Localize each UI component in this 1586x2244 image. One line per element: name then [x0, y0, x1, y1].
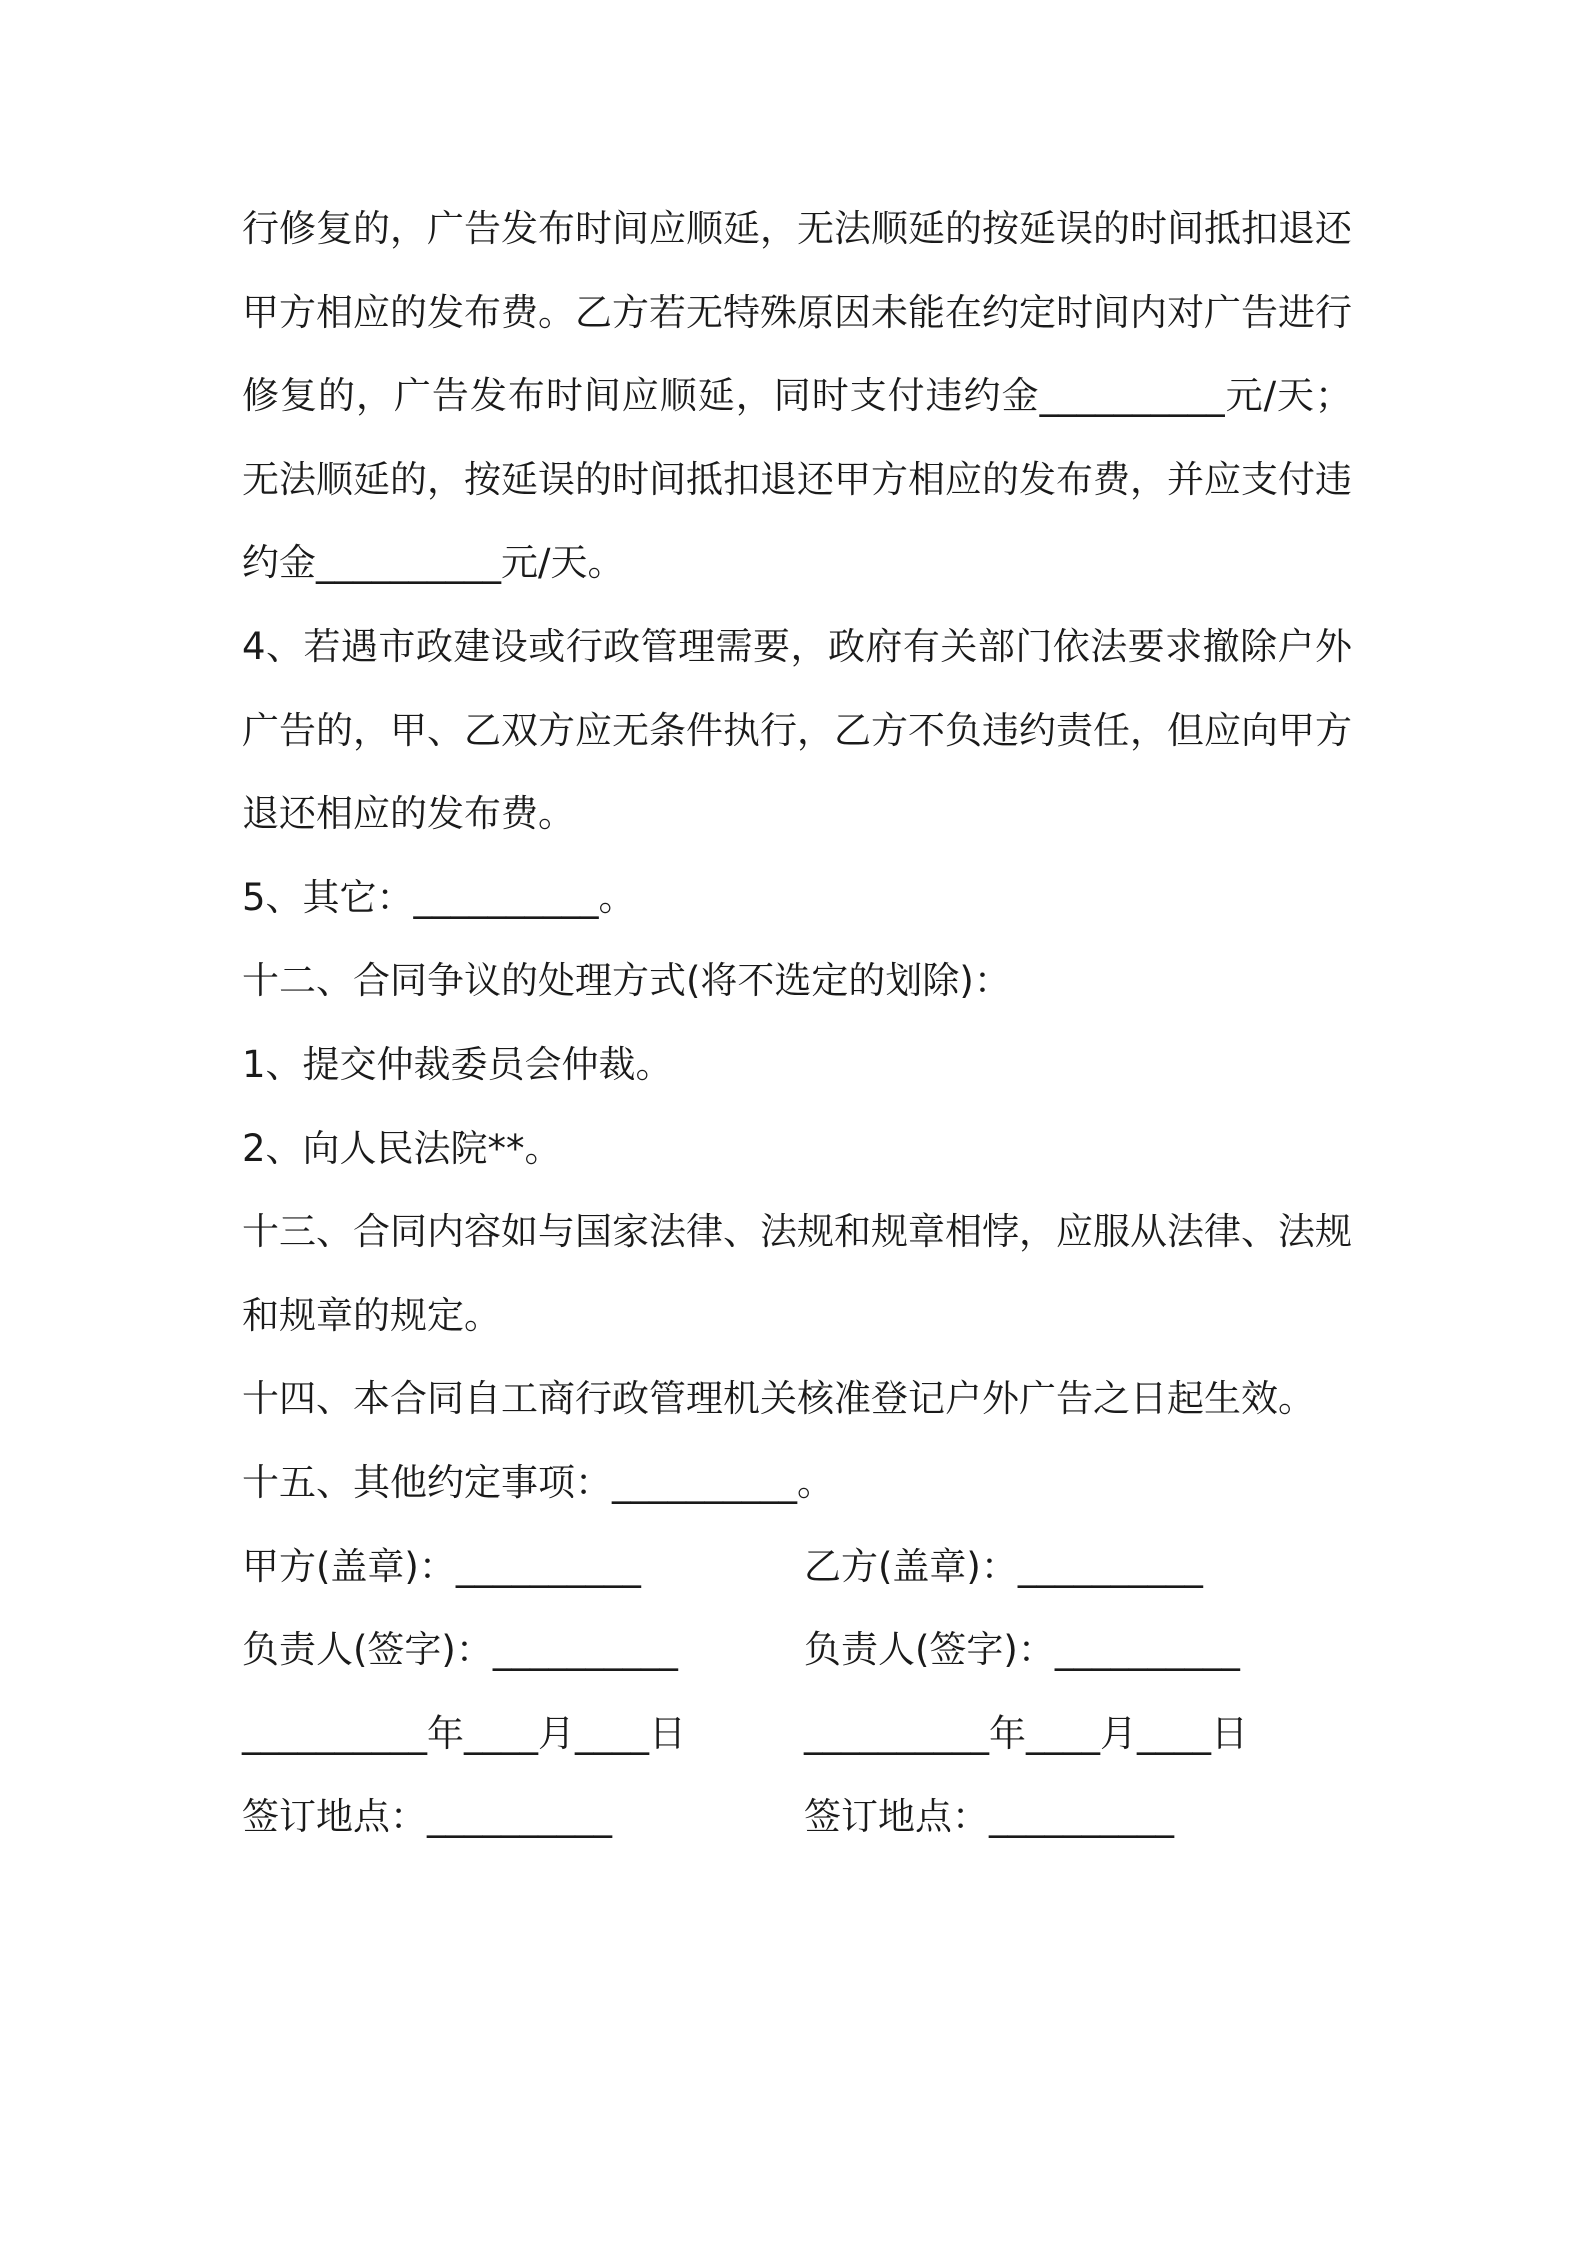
body-line-5: 约金__________元/天。 — [242, 541, 625, 585]
section-12-heading: 十二、合同争议的处理方式(将不选定的划除)： — [242, 959, 1011, 1003]
section-12-option-2: 2、向人民法院**。 — [242, 1126, 562, 1170]
body-line-3: 修复的，广告发布时间应顺延，同时支付违约金__________元/天； — [242, 374, 1352, 418]
body-line-1: 行修复的，广告发布时间应顺延，无法顺延的按延误的时间抵扣退还 — [242, 207, 1352, 250]
party-b-seal: 乙方(盖章)：__________ — [804, 1544, 1203, 1588]
clause-5: 5、其它：__________。 — [242, 875, 636, 919]
party-b-date: __________年____月____日 — [804, 1711, 1248, 1755]
section-13-line-2: 和规章的规定。 — [242, 1293, 501, 1337]
section-12-option-1: 1、提交仲裁委员会仲裁。 — [242, 1042, 673, 1086]
party-a-place: 签订地点：__________ — [242, 1795, 612, 1839]
signature-row-place — [242, 1775, 1352, 1859]
party-a-signer: 负责人(签字)：__________ — [242, 1628, 678, 1672]
body-line-4: 无法顺延的，按延误的时间抵扣退还甲方相应的发布费，并应支付违 — [242, 457, 1352, 501]
body-line-2: 甲方相应的发布费。乙方若无特殊原因未能在约定时间内对广告进行 — [242, 290, 1352, 334]
party-a-date: __________年____月____日 — [242, 1711, 686, 1755]
party-a-seal: 甲方(盖章)：__________ — [242, 1544, 641, 1588]
section-15: 十五、其他约定事项：__________。 — [242, 1460, 834, 1504]
section-13-line-1: 十三、合同内容如与国家法律、法规和规章相悖，应服从法律、法规 — [242, 1210, 1352, 1254]
clause-4-line-1: 4、若遇市政建设或行政管理需要，政府有关部门依法要求撤除户外 — [242, 624, 1352, 668]
signature-row-signer — [242, 1608, 1352, 1692]
party-b-place: 签订地点：__________ — [804, 1795, 1174, 1839]
signature-row-date — [242, 1692, 1352, 1776]
signature-row-seal — [242, 1525, 1352, 1609]
section-14: 十四、本合同自工商行政管理机关核准登记户外广告之日起生效。 — [242, 1377, 1315, 1421]
party-b-signer: 负责人(签字)：__________ — [804, 1628, 1240, 1672]
clause-4-line-2: 广告的，甲、乙双方应无条件执行，乙方不负违约责任，但应向甲方 — [242, 708, 1352, 752]
clause-4-line-3: 退还相应的发布费。 — [242, 792, 575, 836]
contract-page — [242, 187, 1352, 1859]
